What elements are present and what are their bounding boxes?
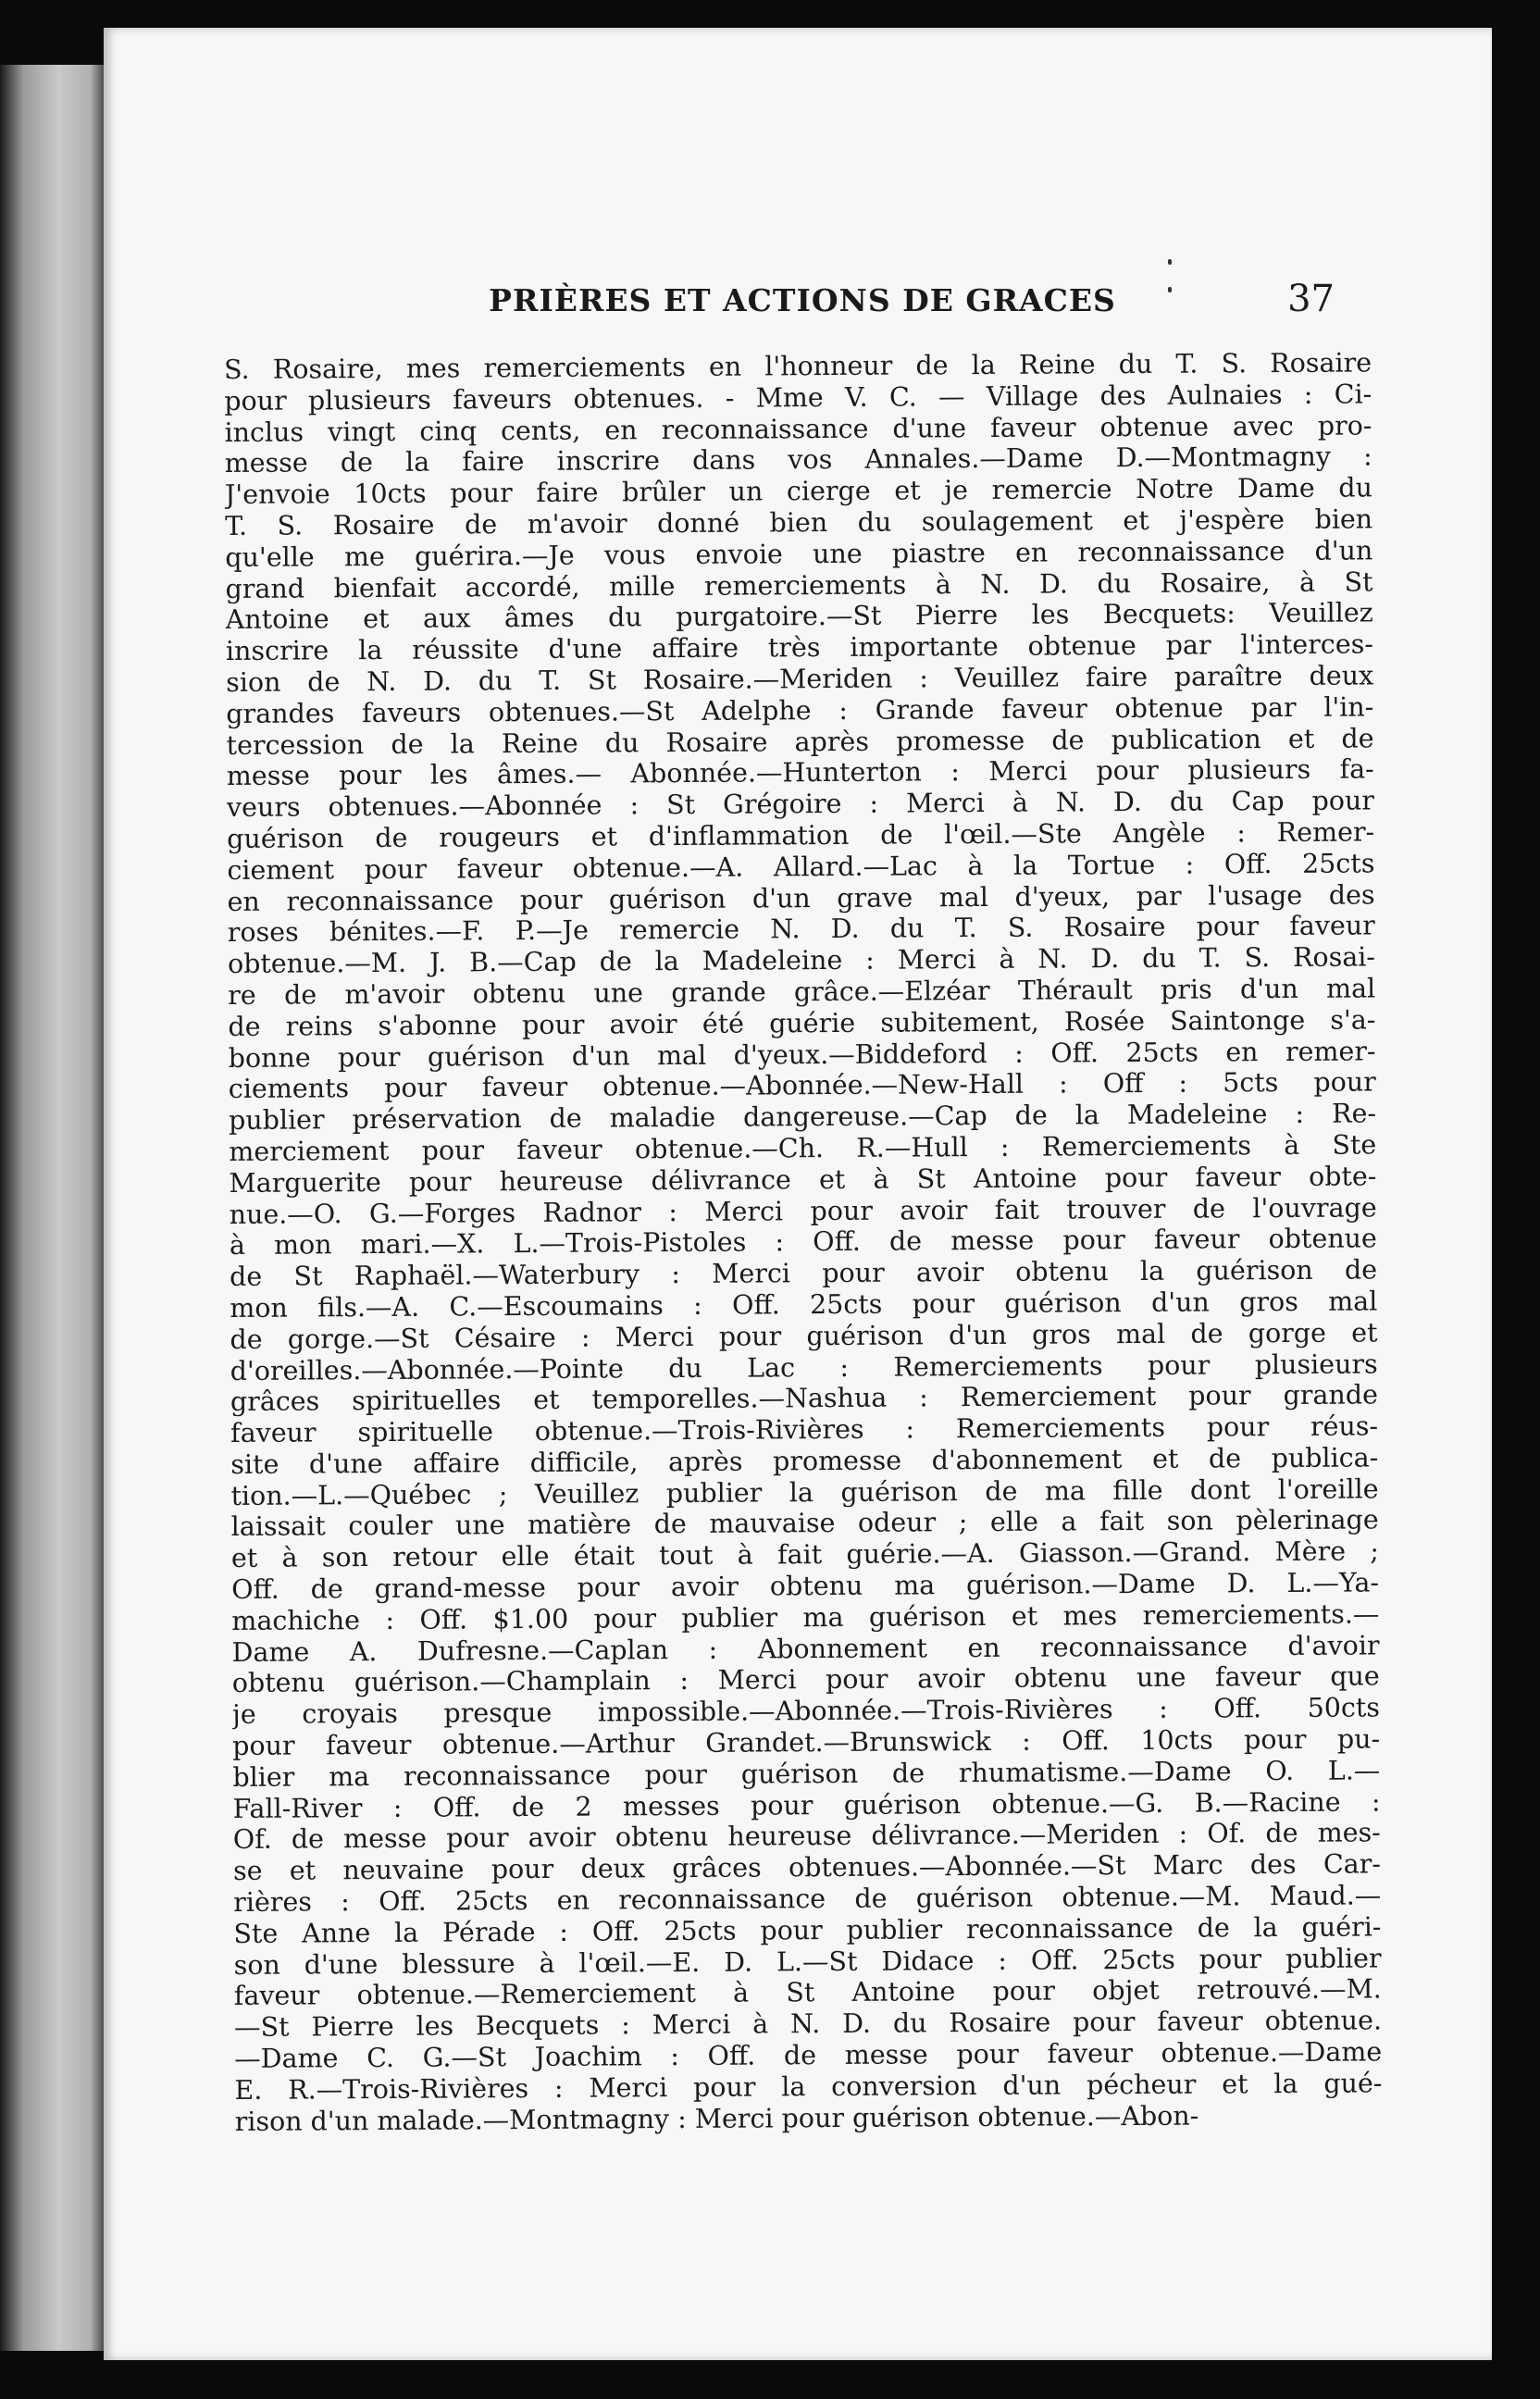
text-line: inclus vingt cinq cents, en reconnaissance d'une faveur obtenue avec pro- <box>224 410 1372 448</box>
text-line: en reconnaissance pour guérison d'un grave mal d'yeux, par l'usage des <box>227 878 1375 917</box>
text-line: obtenue.—M. J. B.—Cap de la Madeleine : Merci à N. D. du T. S. Rosai- <box>227 941 1376 980</box>
text-line: d'oreilles.—Abonnée.—Pointe du Lac : Remerciements pour plusieurs <box>230 1348 1378 1386</box>
text-line: merciement pour faveur obtenue.—Ch. R.—Hull : Remerciements à Ste <box>229 1129 1377 1167</box>
text-line: Antoine et aux âmes du purgatoire.—St Pierre les Becquets: Veuillez <box>225 597 1373 636</box>
text-line: nue.—O. G.—Forges Radnor : Merci pour avoir fait trouver de l'ouvrage <box>229 1191 1377 1230</box>
text-line: tercession de la Reine du Rosaire après promesse de publication et de <box>226 722 1374 761</box>
text-line: qu'elle me guérira.—Je vous envoie une piastre en reconnaissance d'un <box>225 535 1373 573</box>
text-line: se et neuvaine pour deux grâces obtenues.—Abonnée.—St Marc des Car- <box>232 1848 1382 1887</box>
text-line: —St Pierre les Becquets : Merci à N. D. du Rosaire pour faveur obtenue. <box>233 2005 1383 2044</box>
body-text <box>224 347 1383 2206</box>
text-line: Off. de grand-messe pour avoir obtenu ma guérison.—Dame D. L.—Ya- <box>231 1567 1380 1606</box>
text-line: laissait couler une matière de mauvaise odeur ; elle a fait son pèlerinage <box>230 1504 1379 1543</box>
text-line: son d'une blessure à l'œil.—E. D. L.—St Didace : Off. 25cts pour publier <box>233 1943 1382 1981</box>
text-line: obtenu guérison.—Champlain : Merci pour avoir obtenu une faveur que <box>231 1660 1380 1699</box>
text-line: mon fils.—A. C.—Escoumains : Off. 25cts pour guérison d'un gros mal <box>230 1286 1378 1324</box>
text-line: Marguerite pour heureuse délivrance et à St Antoine pour faveur obte- <box>229 1161 1377 1199</box>
text-line: ciements pour faveur obtenue.—Abonnée.—New-Hall : Off : 5cts pour <box>228 1066 1376 1105</box>
text-line: rison d'un malade.—Montmagny : Merci pour guérison obtenue.—Abon- <box>234 2100 1199 2137</box>
text-line: Fall-River : Off. de 2 messes pour guérison obtenue.—G. B.—Racine : <box>232 1786 1381 1824</box>
text-line: —Dame C. G.—St Joachim : Off. de messe pour faveur obtenue.—Dame <box>234 2036 1383 2074</box>
text-line: messe pour les âmes.— Abonnée.—Hunterton : Merci pour plusieurs fa- <box>226 753 1374 792</box>
text-line: inscrire la réussite d'une affaire très importante obtenue par l'interces- <box>225 628 1374 667</box>
text-line: T. S. Rosaire de m'avoir donné bien du soulagement et j'espère bien <box>225 503 1373 541</box>
text-line: site d'une affaire difficile, après promesse d'abonnement et de publica- <box>230 1442 1379 1480</box>
text-line: de reins s'abonne pour avoir été guérie subitement, Rosée Saintonge s'a- <box>228 1004 1376 1042</box>
text-line: tion.—L.—Québec ; Veuillez publier la guérison de ma fille dont l'oreille <box>230 1473 1379 1511</box>
text-line: rières : Off. 25cts en reconnaissance de guérison obtenue.—M. Maud.— <box>233 1880 1382 1919</box>
text-line: roses bénites.—F. P.—Je remercie N. D. du T. S. Rosaire pour faveur <box>227 910 1375 949</box>
text-line: de St Raphaël.—Waterbury : Merci pour avoir obtenu la guérison de <box>229 1254 1378 1293</box>
text-line: sion de N. D. du T. St Rosaire.—Meriden : Veuillez faire paraître deux <box>226 660 1374 698</box>
text-line: guérison de rougeurs et d'inflammation de l'œil.—Ste Angèle : Remer- <box>227 816 1375 854</box>
text-line: grand bienfait accordé, mille remerciements à N. D. du Rosaire, à St <box>225 566 1373 604</box>
text-line: bonne pour guérison d'un mal d'yeux.—Biddeford : Off. 25cts en remer- <box>228 1035 1376 1074</box>
running-title: PRIÈRES ET ACTIONS DE GRACES <box>489 282 1116 318</box>
text-line: grâces spirituelles et temporelles.—Nashua : Remerciement pour grande <box>230 1379 1378 1418</box>
text-line: à mon mari.—X. L.—Trois-Pistoles : Off. de messe pour faveur obtenue <box>229 1223 1377 1262</box>
facing-page-edge <box>0 65 106 2351</box>
text-line: S. Rosaire, mes remerciements en l'honneur de la Reine du T. S. Rosaire <box>224 347 1372 385</box>
text-line: grandes faveurs obtenues.—St Adelphe : Grande faveur obtenue par l'in- <box>226 691 1374 729</box>
text-line: pour faveur obtenue.—Arthur Grandet.—Brunswick : Off. 10cts pour pu- <box>232 1723 1381 1762</box>
text-line: faveur spirituelle obtenue.—Trois-Rivières : Remerciements pour réus- <box>230 1411 1379 1449</box>
text-line: ciement pour faveur obtenue.—A. Allard.—Lac à la Tortue : Off. 25cts <box>227 848 1375 886</box>
text-line: Dame A. Dufresne.—Caplan : Abonnement en reconnaissance d'avoir <box>231 1630 1380 1668</box>
text-line: E. R.—Trois-Rivières : Merci pour la conversion d'un pécheur et la gué- <box>234 2068 1383 2106</box>
text-line: et à son retour elle était tout à fait guérie.—A. Giasson.—Grand. Mère ; <box>230 1535 1380 1574</box>
text-line: de gorge.—St Césaire : Merci pour guérison d'un gros mal de gorge et <box>230 1317 1378 1355</box>
page-number: 37 <box>1287 278 1335 320</box>
scan-speck <box>1168 287 1172 292</box>
text-line: veurs obtenues.—Abonnée : St Grégoire : Merci à N. D. du Cap pour <box>226 785 1375 824</box>
text-line: Of. de messe pour avoir obtenu heureuse délivrance.—Meriden : Of. de mes- <box>232 1817 1381 1856</box>
text-line: re de m'avoir obtenu une grande grâce.—Elzéar Thérault pris d'un mal <box>228 973 1376 1011</box>
text-line: Ste Anne la Pérade : Off. 25cts pour publier reconnaissance de la guéri- <box>233 1911 1382 1949</box>
scan-speck <box>1168 259 1172 265</box>
text-line: J'envoie 10cts pour faire brûler un cierge et je remercie Notre Dame du <box>224 472 1373 511</box>
book-page <box>104 28 1492 2360</box>
text-line: blier ma reconnaissance pour guérison de rhumatisme.—Dame O. L.— <box>232 1755 1381 1793</box>
text-line: machiche : Off. $1.00 pour publier ma guérison et mes remerciements.— <box>231 1598 1380 1636</box>
text-line: pour plusieurs faveurs obtenues. - Mme V. C. — Village des Aulnaies : Ci- <box>224 379 1372 416</box>
text-line: je croyais presque impossible.—Abonnée.—Trois-Rivières : Off. 50cts <box>231 1692 1381 1731</box>
text-line: messe de la faire inscrire dans vos Annales.—Dame D.—Montmagny : <box>224 441 1372 479</box>
text-line: faveur obtenue.—Remerciement à St Antoine pour objet retrouvé.—M. <box>233 1973 1382 2012</box>
text-line: publier préservation de maladie dangereuse.—Cap de la Madeleine : Re- <box>228 1098 1377 1137</box>
